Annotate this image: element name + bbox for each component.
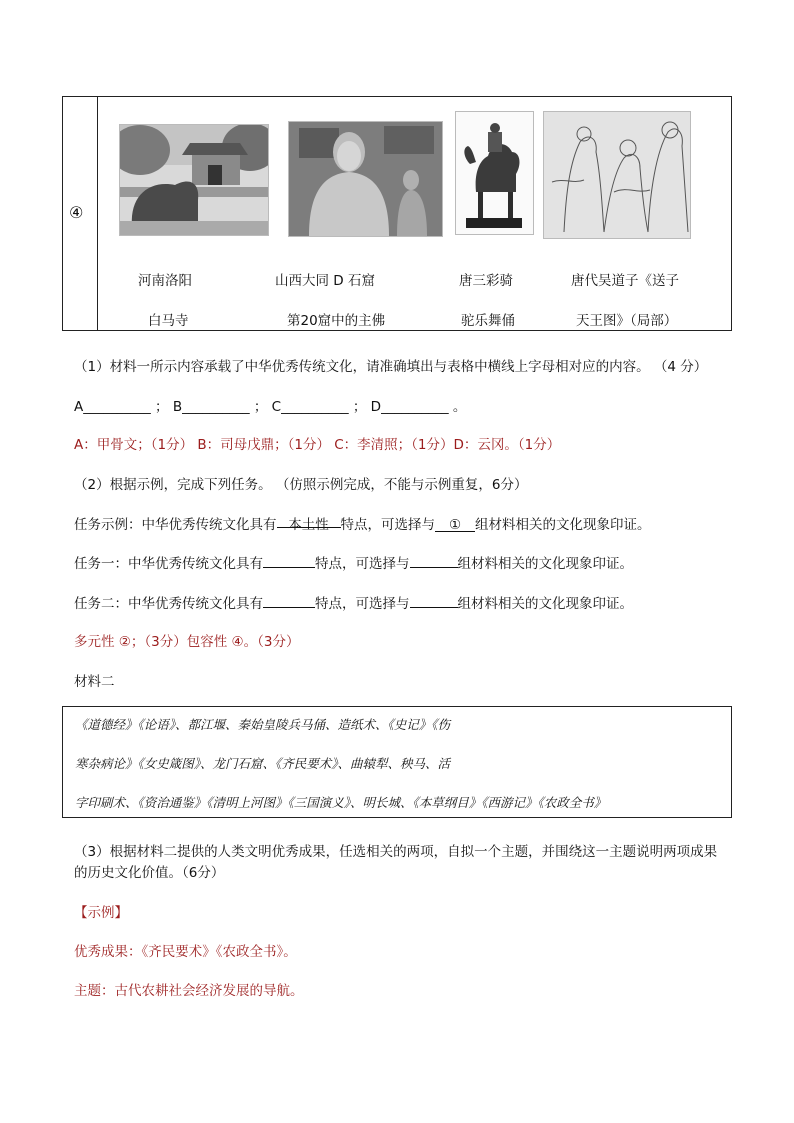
- q3-line2: 的历史文化价值。（6分）: [74, 865, 225, 881]
- wu-daozi-painting-image: [543, 111, 691, 239]
- q2-task2-mid: 特点，可选择与: [315, 596, 410, 612]
- q2-task2-blank2: [410, 593, 458, 608]
- q3-theme: 主题：古代农耕社会经济发展的导航。: [74, 983, 304, 999]
- material2-box: [62, 706, 732, 818]
- row-marker-cell: [63, 97, 98, 330]
- q3-example-label: 【示例】: [74, 905, 128, 921]
- q2-task2-suffix: 组材料相关的文化现象印证。: [457, 596, 633, 612]
- caption-1-line1: 河南洛阳: [138, 273, 192, 289]
- material2-line-3: 字印刷术、《资治通鉴》《清明上河图》《三国演义》、明长城、《本草纲目》《西游记》《农政全书》: [75, 795, 607, 810]
- caption-4-line1: 唐代吴道子《送子: [571, 273, 679, 289]
- q2-text: （2）根据示例，完成下列任务。 （仿照示例完成，不能与示例重复，6分）: [74, 477, 528, 493]
- q2-example-prefix: 任务示例：中华优秀传统文化具有: [74, 517, 277, 533]
- material2-line-1: 《道德经》《论语》、都江堰、秦始皇陵兵马俑、造纸术、《史记》《伤: [75, 717, 451, 732]
- q2-task1-blank2: [410, 553, 458, 568]
- caption-3-line2: 驼乐舞俑: [461, 313, 515, 329]
- material2-title: 材料二: [74, 674, 115, 690]
- q2-task2: [74, 592, 633, 612]
- q3-line1: （3）根据材料二提供的人类文明优秀成果，任选相关的两项，自拟一个主题，并围绕这一主题说明两项成果: [74, 844, 718, 860]
- q1-answer: A：甲骨文；（1分） B：司母戊鼎；（1分） C：李清照；（1分）D：云冈。（1分）: [74, 437, 561, 453]
- row-marker: ④: [69, 203, 84, 222]
- q2-task1-suffix: 组材料相关的文化现象印证。: [457, 556, 633, 572]
- q1-text: （1）材料一所示内容承载了中华优秀传统文化，请准确填出与表格中横线上字母相对应的内容。 （4 分）: [74, 359, 708, 375]
- material2-line-2: 寒杂病论》《女史箴图》、龙门石窟、《齐民要术》、曲辕犁、秧马、活: [75, 756, 451, 771]
- q2-task1-mid: 特点，可选择与: [315, 556, 410, 572]
- q2-example-fill1: 本土性: [277, 513, 341, 528]
- caption-2-line1: 山西大同 D 石窟: [275, 273, 375, 289]
- q2-task2-blank1: [263, 593, 315, 608]
- q2-task1-blank1: [263, 553, 315, 568]
- q2-answer: 多元性 ②；（3分）包容性 ④。（3分）: [74, 634, 300, 650]
- q2-example-mid: 特点，可选择与: [340, 517, 435, 533]
- q1-blanks: A__________ ； B__________ ； C__________ ； D__________ 。: [74, 399, 467, 415]
- material-table: [62, 96, 732, 331]
- baima-temple-image: [119, 124, 269, 236]
- q2-task1-prefix: 任务一：中华优秀传统文化具有: [74, 556, 263, 572]
- caption-2-line2: 第20窟中的主佛: [287, 313, 386, 329]
- yungang-buddha-image: [288, 121, 443, 237]
- q2-example: [74, 513, 651, 533]
- tang-camel-image: [455, 111, 534, 235]
- caption-4-line2: 天王图》（局部）: [576, 313, 678, 329]
- q2-task1: [74, 552, 633, 572]
- q2-example-suffix: 组材料相关的文化现象印证。: [475, 517, 651, 533]
- caption-1-line2: 白马寺: [148, 313, 189, 329]
- q2-task2-prefix: 任务二：中华优秀传统文化具有: [74, 596, 263, 612]
- q2-example-fill2: ①: [435, 517, 475, 532]
- q3-achievement: 优秀成果：《齐民要术》《农政全书》。: [74, 944, 297, 960]
- caption-3-line1: 唐三彩骑: [459, 273, 513, 289]
